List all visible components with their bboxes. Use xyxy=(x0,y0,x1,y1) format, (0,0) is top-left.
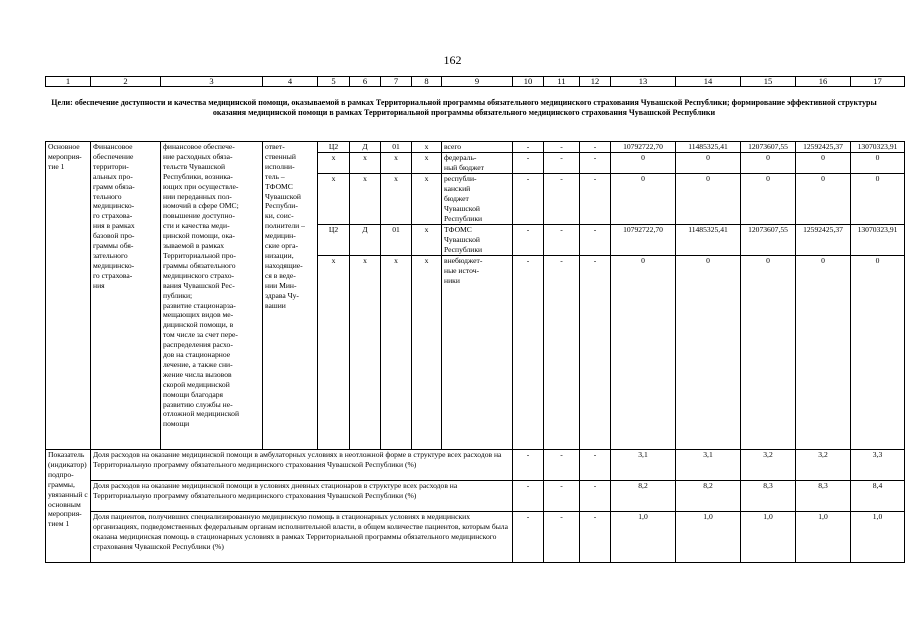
header-col-11: 11 xyxy=(544,77,580,87)
funding-source-text: всего xyxy=(444,142,462,151)
year-value: 0 xyxy=(741,153,796,174)
dash-cell: - xyxy=(513,153,544,174)
year-value: 0 xyxy=(741,174,796,225)
indicator-value: 3,2 xyxy=(796,450,851,481)
header-col-8: 8 xyxy=(412,77,442,87)
year-value: 0 xyxy=(796,153,851,174)
header-col-2: 2 xyxy=(91,77,161,87)
dash-cell: - xyxy=(544,225,580,256)
code-cell: х xyxy=(412,225,442,256)
funding-source xyxy=(442,142,513,153)
event-name-cell xyxy=(46,142,91,450)
header-col-9: 9 xyxy=(442,77,513,87)
indicator-value: 8,4 xyxy=(851,481,905,512)
indicator-value: 1,0 xyxy=(741,512,796,563)
dash-cell: - xyxy=(580,153,611,174)
header-col-1: 1 xyxy=(46,77,91,87)
indicator-row xyxy=(46,512,905,563)
header-col-17: 17 xyxy=(851,77,905,87)
funding-source-text: внебюджет- ные источ- ники xyxy=(444,256,483,285)
code-cell: х xyxy=(381,174,412,225)
year-value: 12073607,55 xyxy=(741,142,796,153)
code-cell: х xyxy=(350,256,381,450)
dash-cell: - xyxy=(580,450,611,481)
indicator-row xyxy=(46,450,905,481)
event-executor: ответ- ственный исполни- тель – ТФОМС Чувашской Республи- ки, соис- полнители – медицин- ские орга- низации, находящие- ся в веде- нии Мин- здрава Чу- вашии xyxy=(265,142,305,310)
code-cell: Ц2 xyxy=(318,142,350,153)
year-value: 11485325,41 xyxy=(676,225,741,256)
indicator-value: 3,3 xyxy=(851,450,905,481)
code-cell: 01 xyxy=(381,225,412,256)
code-cell: х xyxy=(381,153,412,174)
dash-cell: - xyxy=(513,174,544,225)
code-cell: Д xyxy=(350,142,381,153)
code-cell: х xyxy=(412,174,442,225)
code-cell: 01 xyxy=(381,142,412,153)
year-value: 12592425,37 xyxy=(796,142,851,153)
indicator-label-cell xyxy=(46,450,91,563)
year-value: 0 xyxy=(741,256,796,450)
event-description: финансовое обеспече- ние расходных обяза- тельств Чувашской Республики, возника- ющих при осуществле- нии переданных пол- номочий в сфере ОМС; повышение доступно- сти и качества меди- цинской помощи, ока- зываемой в рамках Территориальной про- граммы обязательного медицинского страхо- вания Чувашской Рес- публики; развитие стационарза- мещающих видов ме- дицинской помощи, в том числе за счет пере- распределения расхо- дов на стационарное лечение, а также сни- жение числа вызовов скорой медицинской помощи благодаря развитию службы не- отложной медицинской помощи xyxy=(163,142,240,429)
indicator-value: 3,1 xyxy=(611,450,676,481)
header-col-4: 4 xyxy=(263,77,318,87)
year-value: 10792722,70 xyxy=(611,142,676,153)
code-cell: Ц2 xyxy=(318,225,350,256)
year-value: 0 xyxy=(676,256,741,450)
year-value: 0 xyxy=(611,153,676,174)
event-row-total xyxy=(46,142,905,153)
year-value: 12073607,55 xyxy=(741,225,796,256)
header-col-12: 12 xyxy=(580,77,611,87)
indicator-value: 8,3 xyxy=(741,481,796,512)
year-value: 12592425,37 xyxy=(796,225,851,256)
indicator-value: 1,0 xyxy=(611,512,676,563)
dash-cell: - xyxy=(580,481,611,512)
header-col-14: 14 xyxy=(676,77,741,87)
program-table xyxy=(45,141,905,563)
indicator-label: Показатель (индикатор) подпро- граммы, увязанный с основным мероприя- тием 1 xyxy=(48,450,88,529)
dash-cell: - xyxy=(544,481,580,512)
funding-source xyxy=(442,256,513,450)
year-value: 11485325,41 xyxy=(676,142,741,153)
year-value: 13070323,91 xyxy=(851,225,905,256)
year-value: 0 xyxy=(796,174,851,225)
dash-cell: - xyxy=(544,256,580,450)
funding-source xyxy=(442,153,513,174)
header-col-7: 7 xyxy=(381,77,412,87)
year-value: 0 xyxy=(611,256,676,450)
dash-cell: - xyxy=(544,450,580,481)
header-col-3: 3 xyxy=(161,77,263,87)
code-cell: х xyxy=(412,153,442,174)
dash-cell: - xyxy=(580,174,611,225)
header-col-15: 15 xyxy=(741,77,796,87)
year-value: 0 xyxy=(796,256,851,450)
funding-source xyxy=(442,225,513,256)
funding-source-text: республи- канский бюджет Чувашской Республики xyxy=(444,174,483,223)
header-col-10: 10 xyxy=(513,77,544,87)
funding-source xyxy=(442,174,513,225)
year-value: 0 xyxy=(676,153,741,174)
year-value: 0 xyxy=(851,256,905,450)
year-value: 0 xyxy=(851,153,905,174)
code-cell: х xyxy=(318,174,350,225)
code-cell: х xyxy=(412,142,442,153)
dash-cell: - xyxy=(513,512,544,563)
indicator-value: 1,0 xyxy=(796,512,851,563)
indicator-row xyxy=(46,481,905,512)
funding-source-text: федераль- ный бюджет xyxy=(444,153,484,172)
dash-cell: - xyxy=(513,450,544,481)
indicator-text: Доля расходов на оказание медицинской помощи в амбулаторных условиях в неотложной форме в структуре всех расходов на Территориальную программу обязательного медицинского страхования Чувашской Республики (%) xyxy=(91,450,513,481)
indicator-text: Доля пациентов, получивших специализированную медицинскую помощь в стационарных условиях в медицинских организациях, подведомственных федеральным органам исполнительной власти, в общем количестве пациентов, которым была оказана медицинская помощь в стационарных условиях в рамках Территориальной программы обязательного медицинского страхования Чувашской Республики (%) xyxy=(91,512,513,563)
goal-heading: Цели: обеспечение доступности и качества медицинской помощи, оказываемой в рамках Территориальной программы обязательного медицинского страхования Чувашской Республики; формирование эффективной структуры оказания медицинской помощи в рамках Территориальной программы обязательного медицинского страхования Чувашской Республики xyxy=(51,98,877,117)
column-number-header xyxy=(45,76,905,87)
header-col-6: 6 xyxy=(350,77,381,87)
funding-source-text: ТФОМС Чувашской Республики xyxy=(444,225,483,254)
code-cell: х xyxy=(412,256,442,450)
dash-cell: - xyxy=(544,142,580,153)
year-value: 0 xyxy=(851,174,905,225)
header-col-13: 13 xyxy=(611,77,676,87)
header-col-5: 5 xyxy=(318,77,350,87)
year-value: 10792722,70 xyxy=(611,225,676,256)
event-title-cell xyxy=(91,142,161,450)
indicator-value: 8,3 xyxy=(796,481,851,512)
dash-cell: - xyxy=(513,142,544,153)
event-title: Финансовое обеспечение территори- альных про- грамм обяза- тельного медицинско- го страхова- ния в рамках базовой про- граммы обя- зательного медицинско- го страхова- ния xyxy=(93,142,135,290)
code-cell: Д xyxy=(350,225,381,256)
event-description-cell xyxy=(161,142,263,450)
dash-cell: - xyxy=(580,256,611,450)
year-value: 13070323,91 xyxy=(851,142,905,153)
indicator-value: 3,1 xyxy=(676,450,741,481)
indicator-value: 8,2 xyxy=(611,481,676,512)
dash-cell: - xyxy=(544,174,580,225)
indicator-value: 8,2 xyxy=(676,481,741,512)
dash-cell: - xyxy=(580,512,611,563)
indicator-value: 1,0 xyxy=(676,512,741,563)
indicator-text: Доля расходов на оказание медицинской помощи в условиях дневных стационаров в структуре всех расходов на Территориальную программу обязательного медицинского страхования Чувашской Республики (%) xyxy=(91,481,513,512)
event-name: Основное мероприя- тие 1 xyxy=(48,142,82,171)
year-value: 0 xyxy=(676,174,741,225)
code-cell: х xyxy=(318,256,350,450)
code-cell: х xyxy=(318,153,350,174)
dash-cell: - xyxy=(544,153,580,174)
dash-cell: - xyxy=(544,512,580,563)
dash-cell: - xyxy=(513,256,544,450)
code-cell: х xyxy=(350,153,381,174)
code-cell: х xyxy=(381,256,412,450)
dash-cell: - xyxy=(580,225,611,256)
dash-cell: - xyxy=(513,225,544,256)
header-col-16: 16 xyxy=(796,77,851,87)
indicator-value: 1,0 xyxy=(851,512,905,563)
page-number: 162 xyxy=(443,53,462,67)
code-cell: х xyxy=(350,174,381,225)
indicator-value: 3,2 xyxy=(741,450,796,481)
event-executor-cell xyxy=(263,142,318,450)
year-value: 0 xyxy=(611,174,676,225)
dash-cell: - xyxy=(513,481,544,512)
dash-cell: - xyxy=(580,142,611,153)
